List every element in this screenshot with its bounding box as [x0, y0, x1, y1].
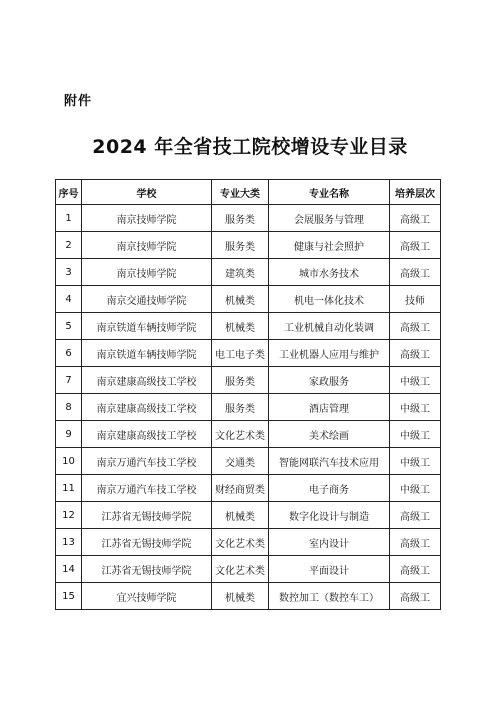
cell-category: 机械类: [212, 286, 269, 313]
cell-serial: 5: [56, 313, 82, 340]
cell-program: 室内设计: [269, 529, 390, 556]
cell-program: 酒店管理: [269, 394, 390, 421]
cell-program: 数字化设计与制造: [269, 502, 390, 529]
cell-level: 高级工: [390, 556, 441, 583]
cell-category: 建筑类: [212, 259, 269, 286]
table-row: [56, 421, 441, 448]
table-row: [56, 340, 441, 367]
cell-school: 南京建康高级技工学校: [82, 394, 212, 421]
cell-program: 电子商务: [269, 475, 390, 502]
cell-category: 交通类: [212, 448, 269, 475]
cell-category: 服务类: [212, 232, 269, 259]
cell-school: 江苏省无锡技师学院: [82, 556, 212, 583]
cell-level: 技师: [390, 286, 441, 313]
table-row: [56, 313, 441, 340]
cell-serial: 6: [56, 340, 82, 367]
cell-level: 高级工: [390, 259, 441, 286]
cell-program: 智能网联汽车技术应用: [269, 448, 390, 475]
table-header-row: [56, 180, 441, 205]
table-row: [56, 475, 441, 502]
cell-category: 机械类: [212, 583, 269, 610]
cell-category: 文化艺术类: [212, 529, 269, 556]
column-header-serial: 序号: [56, 180, 82, 205]
table-row: [56, 448, 441, 475]
cell-serial: 15: [56, 583, 82, 610]
table-row: [56, 394, 441, 421]
cell-program: 美术绘画: [269, 421, 390, 448]
cell-level: 高级工: [390, 313, 441, 340]
cell-level: 高级工: [390, 205, 441, 232]
cell-program: 健康与社会照护: [269, 232, 390, 259]
page-title: 2024 年全省技工院校增设专业目录: [92, 136, 408, 158]
cell-program: 工业机械自动化装调: [269, 313, 390, 340]
cell-category: 文化艺术类: [212, 421, 269, 448]
cell-level: 中级工: [390, 448, 441, 475]
table-row: [56, 286, 441, 313]
cell-program: 城市水务技术: [269, 259, 390, 286]
cell-level: 高级工: [390, 583, 441, 610]
table-row: [56, 556, 441, 583]
cell-school: 宜兴技师学院: [82, 583, 212, 610]
table-row: [56, 259, 441, 286]
column-header-level: 培养层次: [390, 180, 441, 205]
cell-school: 江苏省无锡技师学院: [82, 502, 212, 529]
table-row: [56, 529, 441, 556]
column-header-program: 专业名称: [269, 180, 390, 205]
cell-category: 服务类: [212, 394, 269, 421]
cell-level: 高级工: [390, 232, 441, 259]
cell-program: 机电一体化技术: [269, 286, 390, 313]
cell-category: 机械类: [212, 313, 269, 340]
cell-school: 南京铁道车辆技师学院: [82, 340, 212, 367]
cell-level: 中级工: [390, 367, 441, 394]
cell-school: 南京技师学院: [82, 232, 212, 259]
cell-program: 会展服务与管理: [269, 205, 390, 232]
cell-level: 高级工: [390, 340, 441, 367]
program-catalog-table: [55, 179, 441, 610]
cell-serial: 9: [56, 421, 82, 448]
cell-serial: 10: [56, 448, 82, 475]
cell-serial: 8: [56, 394, 82, 421]
cell-serial: 2: [56, 232, 82, 259]
cell-program: 平面设计: [269, 556, 390, 583]
cell-category: 服务类: [212, 367, 269, 394]
cell-school: 南京铁道车辆技师学院: [82, 313, 212, 340]
table-row: [56, 232, 441, 259]
cell-category: 机械类: [212, 502, 269, 529]
cell-school: 南京万通汽车技工学校: [82, 448, 212, 475]
cell-school: 南京交通技师学院: [82, 286, 212, 313]
cell-serial: 14: [56, 556, 82, 583]
table-row: [56, 502, 441, 529]
cell-serial: 13: [56, 529, 82, 556]
table-row: [56, 367, 441, 394]
cell-school: 南京建康高级技工学校: [82, 367, 212, 394]
cell-category: 财经商贸类: [212, 475, 269, 502]
attachment-label: 附件: [64, 94, 93, 109]
cell-serial: 7: [56, 367, 82, 394]
cell-school: 江苏省无锡技师学院: [82, 529, 212, 556]
cell-school: 南京技师学院: [82, 205, 212, 232]
cell-serial: 11: [56, 475, 82, 502]
cell-category: 电工电子类: [212, 340, 269, 367]
cell-category: 服务类: [212, 205, 269, 232]
cell-school: 南京建康高级技工学校: [82, 421, 212, 448]
cell-school: 南京技师学院: [82, 259, 212, 286]
table-row: [56, 205, 441, 232]
column-header-school: 学校: [82, 180, 212, 205]
cell-serial: 1: [56, 205, 82, 232]
cell-level: 中级工: [390, 394, 441, 421]
cell-category: 文化艺术类: [212, 556, 269, 583]
cell-level: 中级工: [390, 475, 441, 502]
column-header-category: 专业大类: [212, 180, 269, 205]
cell-level: 中级工: [390, 421, 441, 448]
table-row: [56, 583, 441, 610]
cell-serial: 3: [56, 259, 82, 286]
cell-serial: 4: [56, 286, 82, 313]
cell-program: 家政服务: [269, 367, 390, 394]
cell-school: 南京万通汽车技工学校: [82, 475, 212, 502]
cell-level: 高级工: [390, 529, 441, 556]
cell-level: 高级工: [390, 502, 441, 529]
table-body: [56, 205, 441, 610]
cell-program: 工业机器人应用与维护: [269, 340, 390, 367]
cell-serial: 12: [56, 502, 82, 529]
cell-program: 数控加工（数控车工）: [269, 583, 390, 610]
